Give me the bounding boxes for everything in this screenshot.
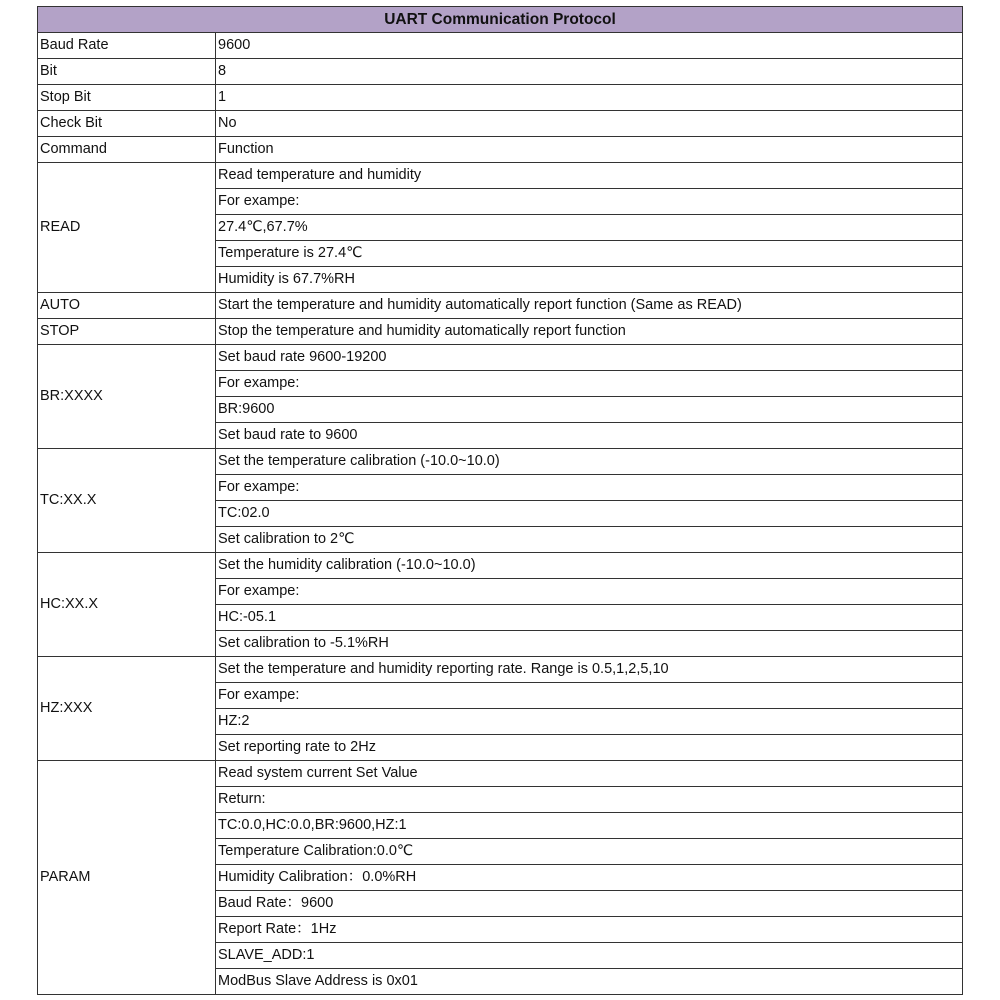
command-description-line: HC:-05.1 [216, 605, 963, 631]
command-description-line: Read temperature and humidity [216, 163, 963, 189]
command-description-line: Temperature is 27.4℃ [216, 241, 963, 267]
command-description-line: Set baud rate 9600-19200 [216, 345, 963, 371]
command-row [38, 293, 963, 319]
command-row [38, 553, 963, 579]
command-description-line: For exampe: [216, 371, 963, 397]
command-description-line: SLAVE_ADD:1 [216, 943, 963, 969]
command-row [38, 319, 963, 345]
command-description-line: Report Rate：1Hz [216, 917, 963, 943]
command-description-line: 27.4℃,67.7% [216, 215, 963, 241]
command-description-line: Humidity is 67.7%RH [216, 267, 963, 293]
command-description-line: For exampe: [216, 475, 963, 501]
command-description-line: Read system current Set Value [216, 761, 963, 787]
command-description-line: BR:9600 [216, 397, 963, 423]
command-description-line: For exampe: [216, 683, 963, 709]
settings-row [38, 85, 963, 111]
command-description-line: Return: [216, 787, 963, 813]
setting-value: 1 [216, 85, 963, 111]
command-description-line: TC:0.0,HC:0.0,BR:9600,HZ:1 [216, 813, 963, 839]
command-description-line: Baud Rate：9600 [216, 891, 963, 917]
command-name: HZ:XXX [38, 657, 216, 761]
command-description-line: ModBus Slave Address is 0x01 [216, 969, 963, 995]
command-name: HC:XX.X [38, 553, 216, 657]
command-description-line: Set calibration to 2℃ [216, 527, 963, 553]
table-title: UART Communication Protocol [38, 7, 963, 33]
command-name: BR:XXXX [38, 345, 216, 449]
command-description-line: Stop the temperature and humidity automatically report function [216, 319, 963, 345]
setting-value: 8 [216, 59, 963, 85]
command-description-line: Set baud rate to 9600 [216, 423, 963, 449]
command-description-line: Start the temperature and humidity automatically report function (Same as READ) [216, 293, 963, 319]
setting-label: Check Bit [38, 111, 216, 137]
command-description-line: For exampe: [216, 189, 963, 215]
setting-value: No [216, 111, 963, 137]
setting-label: Command [38, 137, 216, 163]
command-name: TC:XX.X [38, 449, 216, 553]
title-row [38, 7, 963, 33]
setting-value: 9600 [216, 33, 963, 59]
command-description-line: Set reporting rate to 2Hz [216, 735, 963, 761]
command-description-line: TC:02.0 [216, 501, 963, 527]
setting-value: Function [216, 137, 963, 163]
command-row [38, 657, 963, 683]
protocol-table-body [38, 7, 963, 995]
settings-row [38, 111, 963, 137]
protocol-table [37, 6, 963, 995]
settings-row [38, 33, 963, 59]
setting-label: Baud Rate [38, 33, 216, 59]
command-name: PARAM [38, 761, 216, 995]
command-name: STOP [38, 319, 216, 345]
settings-row [38, 137, 963, 163]
settings-row [38, 59, 963, 85]
command-description-line: Humidity Calibration：0.0%RH [216, 865, 963, 891]
command-description-line: Set the temperature calibration (-10.0~10.0) [216, 449, 963, 475]
command-row [38, 345, 963, 371]
command-row [38, 449, 963, 475]
setting-label: Bit [38, 59, 216, 85]
command-row [38, 163, 963, 189]
setting-label: Stop Bit [38, 85, 216, 111]
command-description-line: Set calibration to -5.1%RH [216, 631, 963, 657]
command-name: READ [38, 163, 216, 293]
command-description-line: Temperature Calibration:0.0℃ [216, 839, 963, 865]
command-description-line: Set the humidity calibration (-10.0~10.0) [216, 553, 963, 579]
command-description-line: For exampe: [216, 579, 963, 605]
command-row [38, 761, 963, 787]
command-description-line: HZ:2 [216, 709, 963, 735]
command-description-line: Set the temperature and humidity reporting rate. Range is 0.5,1,2,5,10 [216, 657, 963, 683]
command-name: AUTO [38, 293, 216, 319]
